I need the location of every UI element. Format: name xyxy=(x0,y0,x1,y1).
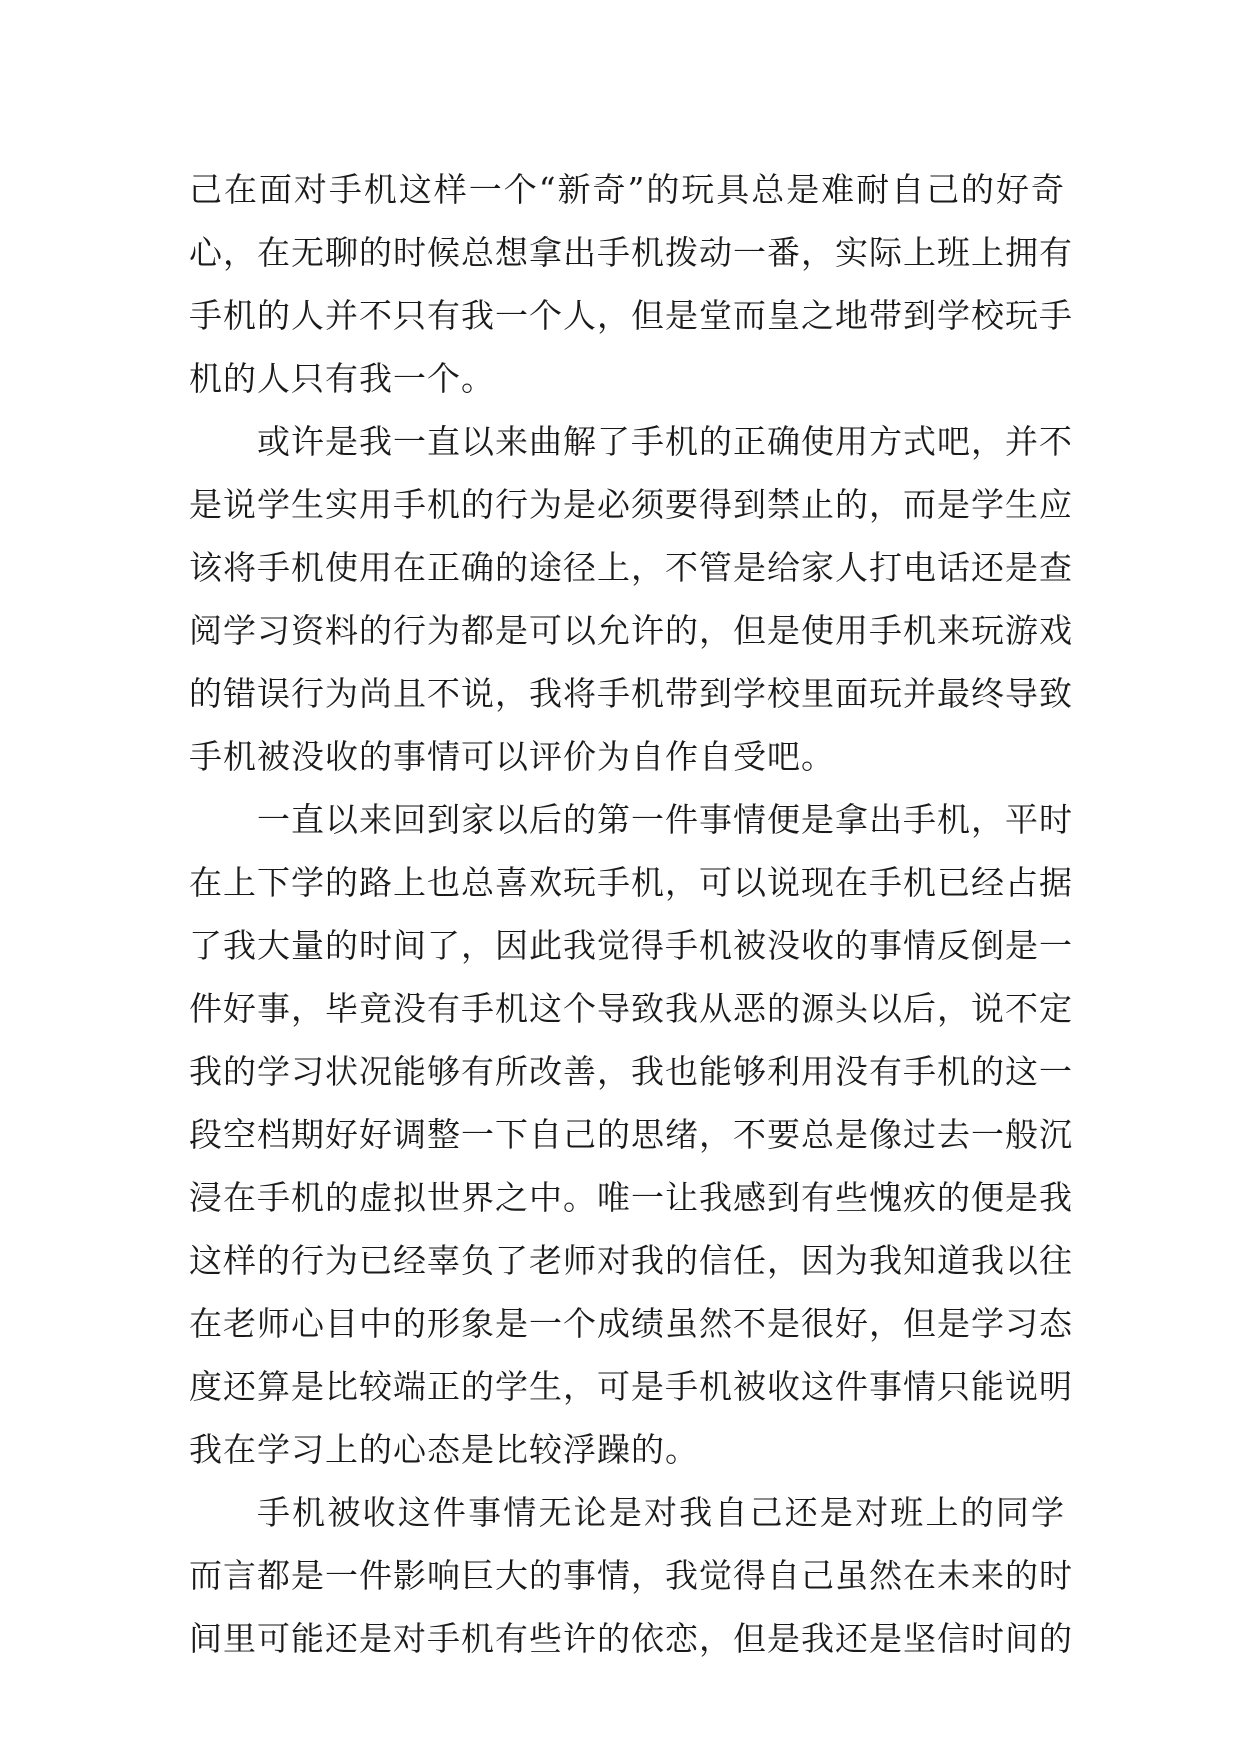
text-line: 段空档期好好调整一下自己的思绪，不要总是像过去一般沉 xyxy=(189,1115,1073,1154)
text-line: 浸在手机的虚拟世界之中。唯一让我感到有些愧疚的便是我 xyxy=(189,1178,1073,1217)
paragraph-first-line: 一直以来回到家以后的第一件事情便是拿出手机，平时 xyxy=(257,800,1073,839)
text-line: 的错误行为尚且不说，我将手机带到学校里面玩并最终导致 xyxy=(189,674,1073,713)
text-line: 手机的人并不只有我一个人，但是堂而皇之地带到学校玩手 xyxy=(189,296,1073,335)
text-line: 这样的行为已经辜负了老师对我的信任，因为我知道我以往 xyxy=(189,1241,1073,1280)
text-line: 度还算是比较端正的学生，可是手机被收这件事情只能说明 xyxy=(189,1367,1073,1406)
text-line: 手机被没收的事情可以评价为自作自受吧。 xyxy=(189,737,835,776)
paragraph-first-line: 手机被收这件事情无论是对我自己还是对班上的同学 xyxy=(257,1493,1065,1532)
text-line: 在老师心目中的形象是一个成绩虽然不是很好，但是学习态 xyxy=(189,1304,1073,1343)
paragraph-first-line: 或许是我一直以来曲解了手机的正确使用方式吧，并不 xyxy=(257,422,1073,461)
text-line: 机的人只有我一个。 xyxy=(189,359,495,398)
text-line: 了我大量的时间了，因此我觉得手机被没收的事情反倒是一 xyxy=(189,926,1073,965)
text-line: 心，在无聊的时候总想拿出手机拨动一番，实际上班上拥有 xyxy=(189,233,1073,272)
document-body xyxy=(189,158,1073,1670)
text-line: 而言都是一件影响巨大的事情，我觉得自己虽然在未来的时 xyxy=(189,1556,1073,1595)
text-line: 件好事，毕竟没有手机这个导致我从恶的源头以后，说不定 xyxy=(189,989,1073,1028)
text-line: 是说学生实用手机的行为是必须要得到禁止的，而是学生应 xyxy=(189,485,1073,524)
text-line: 间里可能还是对手机有些许的依恋，但是我还是坚信时间的 xyxy=(189,1619,1073,1658)
text-line: 在上下学的路上也总喜欢玩手机，可以说现在手机已经占据 xyxy=(189,863,1073,902)
text-line: 阅学习资料的行为都是可以允许的，但是使用手机来玩游戏 xyxy=(189,611,1073,650)
text-line: 该将手机使用在正确的途径上，不管是给家人打电话还是查 xyxy=(189,548,1073,587)
text-line: 我在学习上的心态是比较浮躁的。 xyxy=(189,1430,699,1469)
text-line: 己在面对手机这样一个“新奇”的玩具总是难耐自己的好奇 xyxy=(189,170,1065,209)
text-line: 我的学习状况能够有所改善，我也能够利用没有手机的这一 xyxy=(189,1052,1073,1091)
